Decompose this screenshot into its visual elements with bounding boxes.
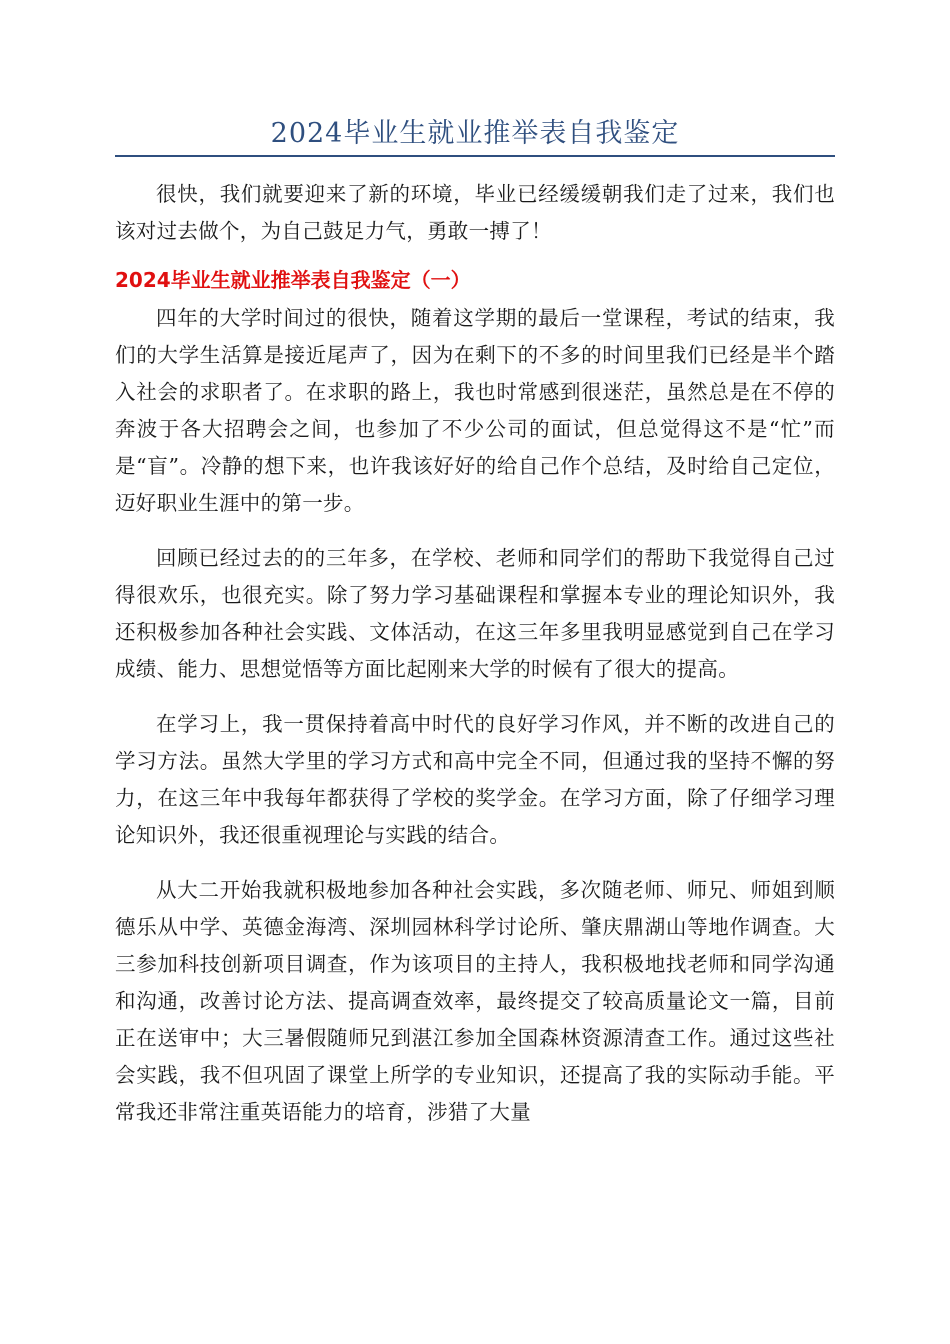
body-paragraph-4: 从大二开始我就积极地参加各种社会实践，多次随老师、师兄、师姐到顺德乐从中学、英德金海湾、深圳园林科学讨论所、肇庆鼎湖山等地作调查。大三参加科技创新项目调查，作为该项目的主持人，我积极地找老师和同学沟通和沟通，改善讨论方法、提高调查效率，最终提交了较高质量论文一篇，目前正在送审中；大三暑假随师兄到湛江参加全国森林资源清查工作。通过这些社会实践，我不但巩固了课堂上所学的专业知识，还提高了我的实际动手能。平常我还非常注重英语能力的培育，涉猎了大量 [115,878,835,1124]
body-paragraph-2: 回顾已经过去的的三年多，在学校、老师和同学们的帮助下我觉得自己过得很欢乐，也很充实。除了努力学习基础课程和掌握本专业的理论知识外，我还积极参加各种社会实践、文体活动，在这三年多里我明显感觉到自己在学习成绩、能力、思想觉悟等方面比起刚来大学的时候有了很大的提高。 [115,546,835,681]
document-body [115,176,835,1149]
body-paragraph-1: 四年的大学时间过的很快，随着这学期的最后一堂课程，考试的结束，我们的大学生活算是接近尾声了，因为在剩下的不多的时间里我们已经是半个踏入社会的求职者了。在求职的路上，我也时常感到很迷茫，虽然总是在不停的奔波于各大招聘会之间，也参加了不少公司的面试，但总觉得这不是“忙”而是“盲”。冷静的想下来，也许我该好好的给自己作个总结，及时给自己定位，迈好职业生涯中的第一步。 [115,306,835,515]
section-heading: 2024毕业生就业推举表自我鉴定（一） [115,268,471,292]
page-title: 2024毕业生就业推举表自我鉴定 [270,118,680,149]
title-underline [115,155,835,157]
body-paragraph-3: 在学习上，我一贯保持着高中时代的良好学习作风，并不断的改进自己的学习方法。虽然大学里的学习方式和高中完全不同，但通过我的坚持不懈的努力，在这三年中我每年都获得了学校的奖学金。在学习方面，除了仔细学习理论知识外，我还很重视理论与实践的结合。 [115,712,835,847]
intro-paragraph: 很快，我们就要迎来了新的环境，毕业已经缓缓朝我们走了过来，我们也该对过去做个，为自己鼓足力气，勇敢一搏了！ [115,182,835,243]
